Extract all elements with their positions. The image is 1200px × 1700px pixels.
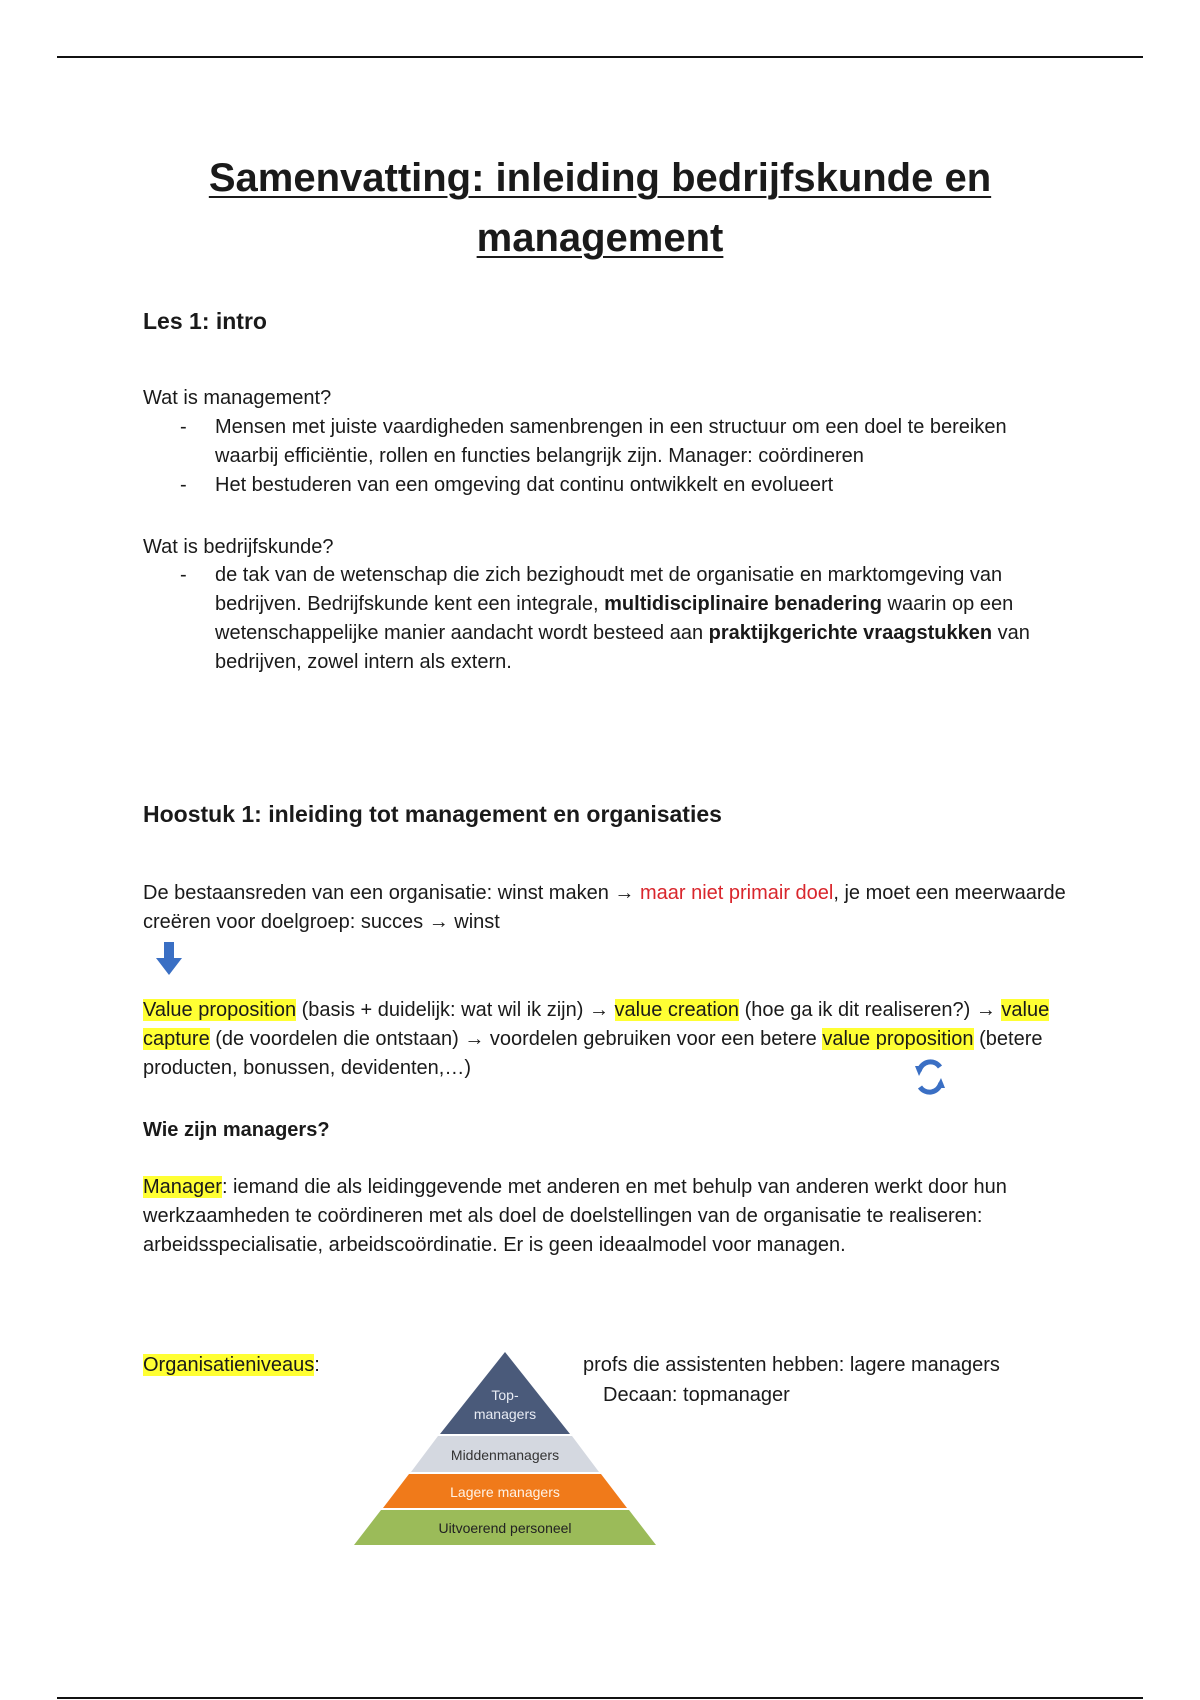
pyramid-label-staff: Uitvoerend personeel [438, 1520, 572, 1536]
title-line-1: Samenvatting: inleiding bedrijfskunde en [208, 156, 992, 200]
pyramid-label-top-1: Top- [491, 1387, 519, 1403]
levels-note-2: Decaan: topmanager [603, 1384, 790, 1406]
reason-paragraph: De bestaansreden van een organisatie: winst maken → maar niet primair doel, je moet een meerwaarde creëren voor doelgroep: succes → winst [143, 882, 1066, 933]
top-rule [57, 56, 1143, 58]
bottom-rule [57, 1697, 1143, 1699]
pyramid-label-lower: Lagere managers [450, 1484, 560, 1500]
value-paragraph: Value proposition (basis + duidelijk: wat wil ik zijn) → value creation (hoe ga ik dit realiseren?) → value capture (de voordelen die ontstaan) → voordelen gebruiken voor een betere value proposition (betere producten, bonussen, devidenten,…) [143, 999, 1050, 1079]
levels-notes [583, 1350, 1000, 1410]
management-bullets [143, 413, 1073, 500]
title-line-2: management [476, 216, 724, 260]
manager-paragraph: Manager: iemand die als leidinggevende met anderen en met behulp van anderen werkt door hun werkzaamheden te coördineren met als doel de doelstellingen van de organisatie te realiseren: arbeidsspecialisatie, arbeidscoördinatie. Er is geen ideaalmodel voor managen. [143, 1176, 1007, 1256]
arrow-down-icon [156, 942, 182, 976]
pyramid-label-top-2: managers [473, 1406, 537, 1422]
levels-note-1: profs die assistenten hebben: lagere managers [583, 1354, 1000, 1376]
list-item: - Mensen met juiste vaardigheden samenbrengen in een structuur om een doel te bereiken waarbij efficiëntie, rollen en functies belangrijk zijn. Manager: coördineren [180, 416, 1007, 467]
les1-heading: Les 1: intro [143, 308, 267, 334]
managers-heading: Wie zijn managers? [143, 1119, 330, 1141]
chapter1-heading: Hoostuk 1: inleiding tot management en organisaties [143, 801, 722, 827]
cycle-icon [913, 1057, 947, 1097]
levels-label: Organisatieniveaus: [143, 1354, 320, 1376]
bedrijfskunde-bullets [143, 561, 1073, 677]
list-item: - Het bestuderen van een omgeving dat continu ontwikkelt en evolueert [180, 474, 834, 496]
document-title [0, 148, 1200, 268]
question-bedrijfskunde: Wat is bedrijfskunde? [143, 536, 334, 558]
pyramid-label-middle: Middenmanagers [450, 1447, 560, 1463]
question-management: Wat is management? [143, 387, 332, 409]
list-item: - de tak van de wetenschap die zich bezighoudt met de organisatie en marktomgeving van bedrijven. Bedrijfskunde kent een integrale, multidisciplinaire benadering waarin op een wetenschappelijke manier aandacht wordt besteed aan praktijkgerichte vraagstukken van bedrijven, zowel intern als extern. [180, 564, 1030, 673]
